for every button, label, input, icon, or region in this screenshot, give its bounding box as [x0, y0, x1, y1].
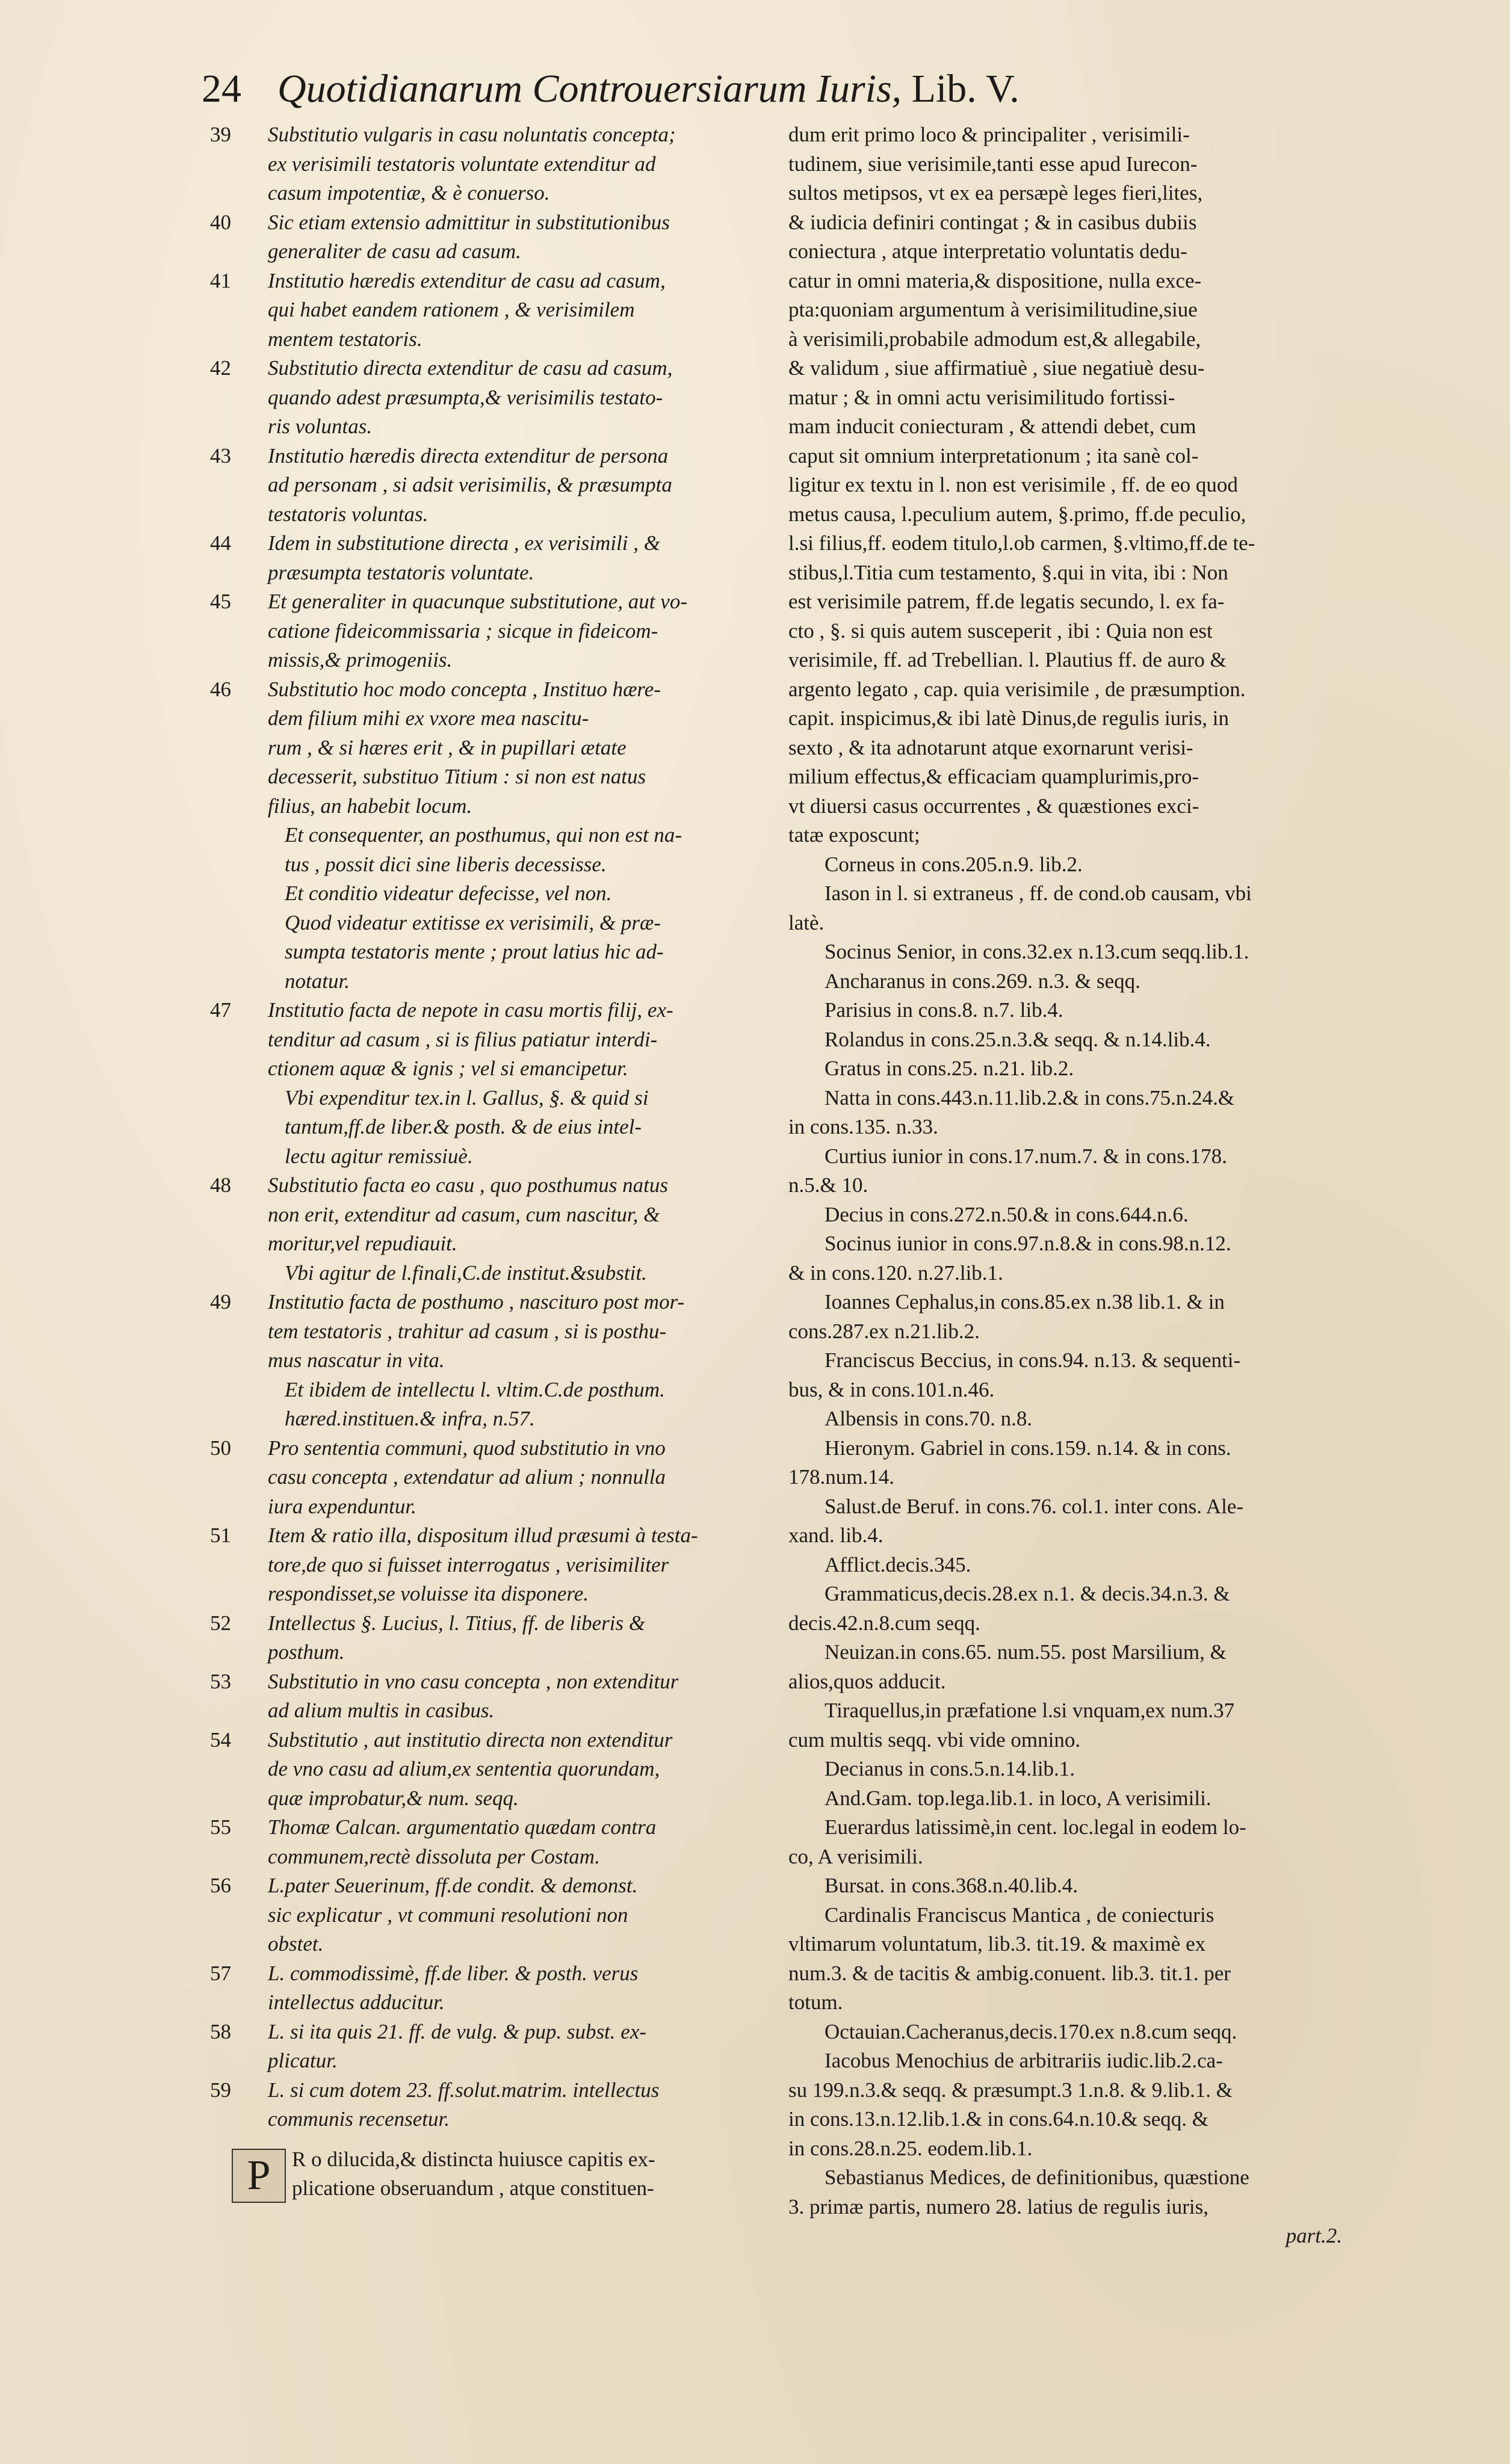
entry-line: filius, an habebit locum. — [268, 794, 472, 818]
left-column — [202, 120, 779, 2203]
text-line: in cons.13.n.12.lib.1.& in cons.64.n.10.& seqq. & — [788, 2107, 1209, 2131]
citation-line: Iacobus Menochius de arbitrariis iudic.lib.2.ca- — [825, 2049, 1223, 2072]
text-line: verisimile, ff. ad Trebellian. l. Plautius ff. de auro & — [788, 648, 1227, 672]
text-line: pta:quoniam argumentum à verisimilitudine,siue — [788, 298, 1198, 321]
entry-line: Institutio facta de nepote in casu mortis filij, ex- — [268, 998, 673, 1022]
entry-subline: notatur. — [285, 969, 350, 993]
entry-line: tem testatoris , trahitur ad casum , si is posthu- — [268, 1319, 667, 1343]
entry-line: sic explicatur , vt communi resolutioni non — [268, 1903, 628, 1927]
entry-line: decesserit, substituo Titium : si non est natus — [268, 765, 646, 788]
entry-line: plicatur. — [268, 2049, 338, 2072]
summary-entry — [202, 2076, 779, 2134]
entry-line: ris voluntas. — [268, 415, 373, 438]
citation-line: Ancharanus in cons.269. n.3. & seqq. — [825, 969, 1140, 993]
text-line: l.si filius,ff. eodem titulo,l.ob carmen, §.vltimo,ff.de te- — [788, 531, 1255, 555]
entry-number: 51 — [210, 1524, 231, 1547]
entry-line: ex verisimili testatoris voluntate extenditur ad — [268, 152, 656, 176]
entry-line: iura expenduntur. — [268, 1494, 416, 1518]
citation-line: Ioannes Cephalus,in cons.85.ex n.38 lib.1. & in — [825, 1290, 1225, 1314]
entry-subline: Et conditio videatur defecisse, vel non. — [285, 882, 612, 905]
text-line: 178.num.14. — [788, 1465, 894, 1489]
entry-line: L. si cum dotem 23. ff.solut.matrim. intellectus — [268, 2078, 660, 2102]
summary-entry — [202, 1667, 779, 1726]
text-line: bus, & in cons.101.n.46. — [788, 1377, 995, 1401]
right-column — [788, 120, 1342, 2251]
running-header — [202, 65, 1345, 113]
entry-line: de vno casu ad alium,ex sententia quorundam, — [268, 1757, 660, 1780]
entry-line: Substitutio hoc modo concepta , Instituo hære- — [268, 677, 661, 701]
entry-line: dem filium mihi ex vxore mea nascitu- — [268, 706, 589, 730]
text-line: capit. inspicimus,& ibi latè Dinus,de regulis iuris, in — [788, 706, 1229, 730]
text-line: su 199.n.3.& seqq. & præsumpt.3 1.n.8. & 9.lib.1. & — [788, 2078, 1233, 2102]
text-line: ligitur ex textu in l. non est verisimile , ff. de eo quod — [788, 473, 1238, 496]
main-text-line: plicatione obseruandum , atque constituen- — [292, 2176, 654, 2200]
entry-line: respondisset,se voluisse ita disponere. — [268, 1582, 589, 1605]
entry-number: 47 — [210, 998, 231, 1022]
summary-entry — [202, 1813, 779, 1871]
entry-line: Substitutio directa extenditur de casu ad casum, — [268, 356, 673, 380]
entry-line: Substitutio facta eo casu , quo posthumus natus — [268, 1173, 668, 1197]
entry-line: mentem testatoris. — [268, 327, 422, 351]
header-book: Lib. V. — [911, 67, 1020, 111]
entry-line: casum impotentiæ, & è conuerso. — [268, 181, 550, 205]
entry-line: qui habet eandem rationem , & verisimilem — [268, 298, 635, 321]
summary-entry — [202, 442, 779, 530]
text-line: in cons.28.n.25. eodem.lib.1. — [788, 2136, 1033, 2160]
entry-subline: sumpta testatoris mente ; prout latius hic ad- — [285, 940, 664, 963]
entry-subline: tantum,ff.de liber.& posth. & de eius intel- — [285, 1115, 642, 1138]
entry-line: Thomæ Calcan. argumentatio quædam contra — [268, 1815, 657, 1839]
text-line: part.2. — [1286, 2224, 1342, 2247]
entry-line: posthum. — [268, 1640, 345, 1664]
entry-line: Institutio facta de posthumo , nascituro post mor- — [268, 1290, 685, 1314]
entry-line: Item & ratio illa, dispositum illud præsumi à testa- — [268, 1524, 698, 1547]
citation-line: Cardinalis Franciscus Mantica , de coniecturis — [825, 1903, 1214, 1927]
entry-line: mus nascatur in vita. — [268, 1348, 445, 1372]
text-line: tatæ exposcunt; — [788, 823, 920, 847]
text-line: est verisimile patrem, ff.de legatis secundo, l. ex fa- — [788, 590, 1225, 613]
summary-entry — [202, 1871, 779, 1959]
citation-line: Socinus iunior in cons.97.n.8.& in cons.98.n.12. — [825, 1232, 1231, 1255]
citation-line: Octauian.Cacheranus,decis.170.ex n.8.cum seqq. — [825, 2019, 1237, 2043]
citation-line: Albensis in cons.70. n.8. — [825, 1407, 1033, 1430]
entry-line: Idem in substitutione directa , ex verisimili , & — [268, 531, 660, 555]
summary-entry — [202, 1609, 779, 1667]
summary-entry — [202, 1959, 779, 2018]
text-line: cons.287.ex n.21.lib.2. — [788, 1319, 980, 1343]
citation-line: Bursat. in cons.368.n.40.lib.4. — [825, 1874, 1078, 1897]
entry-line: ctionem aquæ & ignis ; vel si emancipetur. — [268, 1057, 628, 1080]
entry-line: intellectus adducitur. — [268, 1990, 445, 2014]
citation-line: Afflict.decis.345. — [825, 1552, 971, 1576]
entry-subline: Vbi agitur de l.finali,C.de institut.&substit. — [285, 1261, 647, 1285]
page-number: 24 — [202, 67, 241, 111]
entry-line: communis recensetur. — [268, 2107, 450, 2131]
text-line: cto , §. si quis autem susceperit , ibi : Quia non est — [788, 619, 1213, 643]
text-line: num.3. & de tacitis & ambig.conuent. lib.3. tit.1. per — [788, 1961, 1231, 1985]
summary-entry — [202, 267, 779, 354]
entry-line: moritur,vel repudiauit. — [268, 1232, 457, 1255]
entry-line: L. commodissimè, ff.de liber. & posth. verus — [268, 1961, 639, 1985]
entry-line: obstet. — [268, 1932, 324, 1956]
citation-line: Salust.de Beruf. in cons.76. col.1. inter cons. Ale- — [825, 1494, 1243, 1518]
citation-line: Decianus in cons.5.n.14.lib.1. — [825, 1757, 1075, 1780]
entry-line: quando adest præsumpta,& verisimilis testato- — [268, 385, 663, 409]
entry-number: 40 — [210, 210, 231, 234]
entry-number: 46 — [210, 677, 231, 701]
entry-subline: tus , possit dici sine liberis decessisse. — [285, 852, 607, 876]
summary-entry — [202, 1726, 779, 1814]
citation-line: Socinus Senior, in cons.32.ex n.13.cum seqq.lib.1. — [825, 940, 1249, 963]
text-line: vltimarum voluntatum, lib.3. tit.19. & maximè ex — [788, 1932, 1206, 1956]
entry-line: Substitutio , aut institutio directa non extenditur — [268, 1728, 673, 1752]
entry-line: præsumpta testatoris voluntate. — [268, 560, 534, 584]
entry-line: catione fideicommissaria ; sicque in fideicom- — [268, 619, 658, 643]
text-line: matur ; & in omni actu verisimilitudo fortissi- — [788, 385, 1175, 409]
text-line: xand. lib.4. — [788, 1524, 883, 1547]
entry-line: tore,de quo si fuisset interrogatus , verisimiliter — [268, 1552, 669, 1576]
entry-subline: lectu agitur remissiuè. — [285, 1144, 473, 1168]
entry-number: 43 — [210, 443, 231, 468]
citation-line: Grammaticus,decis.28.ex n.1. & decis.34.n.3. & — [825, 1582, 1230, 1605]
text-line: tudinem, siue verisimile,tanti esse apud Iurecon- — [788, 152, 1198, 176]
citation-line: Tiraquellus,in præfatione l.si vnquam,ex num.37 — [825, 1699, 1235, 1722]
text-line: caput sit omnium interpretationum ; ita sanè col- — [788, 443, 1199, 468]
entry-line: Intellectus §. Lucius, l. Titius, ff. de liberis & — [268, 1611, 646, 1635]
citation-line: Corneus in cons.205.n.9. lib.2. — [825, 852, 1083, 876]
citation-line: Hieronym. Gabriel in cons.159. n.14. & in cons. — [825, 1436, 1231, 1460]
summary-entry — [202, 2018, 779, 2076]
citation-line: Curtius iunior in cons.17.num.7. & in cons.178. — [825, 1144, 1227, 1168]
text-line: sultos metipsos, vt ex ea persæpè leges fieri,lites, — [788, 181, 1203, 205]
summary-list — [202, 120, 779, 2134]
text-line: latè. — [788, 910, 825, 934]
entry-number: 48 — [210, 1173, 231, 1197]
entry-number: 58 — [210, 2019, 231, 2043]
entry-subline: Et ibidem de intellectu l. vltim.C.de posthum. — [285, 1377, 665, 1401]
summary-entry — [202, 529, 779, 587]
entry-number: 45 — [210, 590, 231, 613]
entry-subline: hæred.instituen.& infra, n.57. — [285, 1407, 535, 1430]
citation-line: Parisius in cons.8. n.7. lib.4. — [825, 998, 1063, 1022]
entry-line: ad alium multis in casibus. — [268, 1699, 495, 1722]
text-line: alios,quos adducit. — [788, 1669, 946, 1693]
citation-line: Euerardus latissimè,in cent. loc.legal in eodem lo- — [825, 1815, 1246, 1839]
entry-line: L.pater Seuerinum, ff.de condit. & demonst. — [268, 1874, 638, 1897]
entry-number: 39 — [210, 123, 231, 146]
entry-line: non erit, extenditur ad casum, cum nascitur, & — [268, 1202, 660, 1226]
entry-line: Sic etiam extensio admittitur in substitutionibus — [268, 210, 670, 234]
entry-subline: Quod videatur extitisse ex verisimili, & præ- — [285, 910, 661, 934]
text-line: vt diuersi casus occurrentes , & quæstiones exci- — [788, 794, 1199, 818]
text-line: & in cons.120. n.27.lib.1. — [788, 1261, 1003, 1285]
summary-entry — [202, 1434, 779, 1522]
summary-entry — [202, 208, 779, 267]
text-line: catur in omni materia,& dispositione, nulla exce- — [788, 268, 1202, 292]
text-line: totum. — [788, 1990, 843, 2014]
entry-line: Institutio hæredis extenditur de casu ad casum, — [268, 268, 666, 292]
entry-line: ad personam , si adsit verisimilis, & præsumpta — [268, 473, 672, 496]
entry-line: Substitutio vulgaris in casu noluntatis concepta; — [268, 123, 676, 146]
entry-number: 56 — [210, 1874, 231, 1897]
text-line: n.5.& 10. — [788, 1173, 868, 1197]
citation-line: And.Gam. top.lega.lib.1. in loco, A verisimili. — [825, 1786, 1211, 1810]
main-text-line: R o dilucida,& distincta huiusce capitis ex- — [292, 2147, 655, 2171]
entry-number: 55 — [210, 1815, 231, 1839]
citation-line: Sebastianus Medices, de definitionibus, quæstione — [825, 2166, 1249, 2189]
entry-line: Pro sententia communi, quod substitutio in vno — [268, 1436, 666, 1460]
entry-number: 52 — [210, 1611, 231, 1635]
citation-line: Gratus in cons.25. n.21. lib.2. — [825, 1057, 1074, 1080]
entry-line: Et generaliter in quacunque substitutione, aut vo- — [268, 590, 687, 613]
text-line: sexto , & ita adnotarunt atque exornarunt verisi- — [788, 735, 1193, 759]
summary-entry — [202, 354, 779, 442]
drop-cap: P — [232, 2149, 286, 2203]
summary-entry — [202, 675, 779, 996]
citation-line: Natta in cons.443.n.11.lib.2.& in cons.75.n.24.& — [825, 1085, 1235, 1110]
header-title: Quotidianarum Controuersiarum Iuris, — [277, 67, 902, 111]
text-line: milium effectus,& efficaciam quamplurimis,pro- — [788, 765, 1199, 788]
text-line: co, A verisimili. — [788, 1844, 923, 1868]
text-line: argento legato , cap. quia verisimile , de præsumption. — [788, 677, 1246, 701]
entry-number: 50 — [210, 1436, 231, 1460]
entry-number: 42 — [210, 356, 231, 380]
entry-subline: Vbi expenditur tex.in l. Gallus, §. & quid si — [285, 1085, 649, 1110]
text-line: in cons.135. n.33. — [788, 1115, 938, 1138]
entry-line: quæ improbatur,& num. seqq. — [268, 1786, 519, 1810]
entry-line: L. si ita quis 21. ff. de vulg. & pup. subst. ex- — [268, 2019, 647, 2043]
entry-number: 49 — [210, 1290, 231, 1314]
entry-number: 41 — [210, 268, 231, 292]
text-line: metus causa, l.peculium autem, §.primo, ff.de peculio, — [788, 502, 1246, 526]
citation-line: Neuizan.in cons.65. num.55. post Marsilium, & — [825, 1640, 1227, 1664]
entry-line: Institutio hæredis directa extenditur de persona — [268, 443, 669, 468]
summary-entry — [202, 996, 779, 1171]
entry-line: missis,& primogeniis. — [268, 648, 453, 672]
text-line: 3. primæ partis, numero 28. latius de regulis iuris, — [788, 2194, 1208, 2219]
text-line: decis.42.n.8.cum seqq. — [788, 1611, 980, 1635]
entry-line: generaliter de casu ad casum. — [268, 239, 521, 263]
entry-number: 44 — [210, 531, 231, 555]
text-line: coniectura , atque interpretatio voluntatis dedu- — [788, 239, 1187, 263]
citation-line: Decius in cons.272.n.50.& in cons.644.n.6. — [825, 1202, 1189, 1226]
citation-line: Franciscus Beccius, in cons.94. n.13. & sequenti- — [825, 1348, 1241, 1372]
text-line: dum erit primo loco & principaliter , verisimili- — [788, 123, 1190, 146]
citation-line: Iason in l. si extraneus , ff. de cond.ob causam, vbi — [825, 882, 1252, 905]
text-line: cum multis seqq. vbi vide omnino. — [788, 1728, 1081, 1752]
entry-number: 57 — [210, 1961, 231, 1985]
summary-entry — [202, 1521, 779, 1609]
entry-number: 53 — [210, 1669, 231, 1693]
main-text-opening — [202, 2145, 779, 2203]
entry-line: casu concepta , extendatur ad alium ; nonnulla — [268, 1465, 666, 1489]
summary-entry — [202, 587, 779, 675]
entry-line: tenditur ad casum , si is filius patiatur interdi- — [268, 1027, 658, 1051]
entry-line: rum , & si hæres erit , & in pupillari ætate — [268, 735, 627, 759]
summary-entry — [202, 120, 779, 208]
text-line: & iudicia definiri contingat ; & in casibus dubiis — [788, 210, 1197, 234]
text-line: & validum , siue affirmatiuè , siue negatiuè desu- — [788, 356, 1205, 380]
summary-entry — [202, 1288, 779, 1434]
entry-line: testatoris voluntas. — [268, 502, 429, 526]
entry-number: 54 — [210, 1728, 231, 1752]
citation-line: Rolandus in cons.25.n.3.& seqq. & n.14.lib.4. — [825, 1027, 1211, 1051]
entry-line: Substitutio in vno casu concepta , non extenditur — [268, 1669, 679, 1693]
text-line: à verisimili,probabile admodum est,& allegabile, — [788, 327, 1201, 351]
text-line: stibus,l.Titia cum testamento, §.qui in vita, ibi : Non — [788, 560, 1228, 584]
text-line: mam inducit coniecturam , & attendi debet, cum — [788, 415, 1196, 438]
entry-number: 59 — [210, 2078, 231, 2102]
summary-entry — [202, 1171, 779, 1288]
entry-line: communem,rectè dissoluta per Costam. — [268, 1844, 600, 1868]
entry-subline: Et consequenter, an posthumus, qui non est na- — [285, 823, 682, 847]
